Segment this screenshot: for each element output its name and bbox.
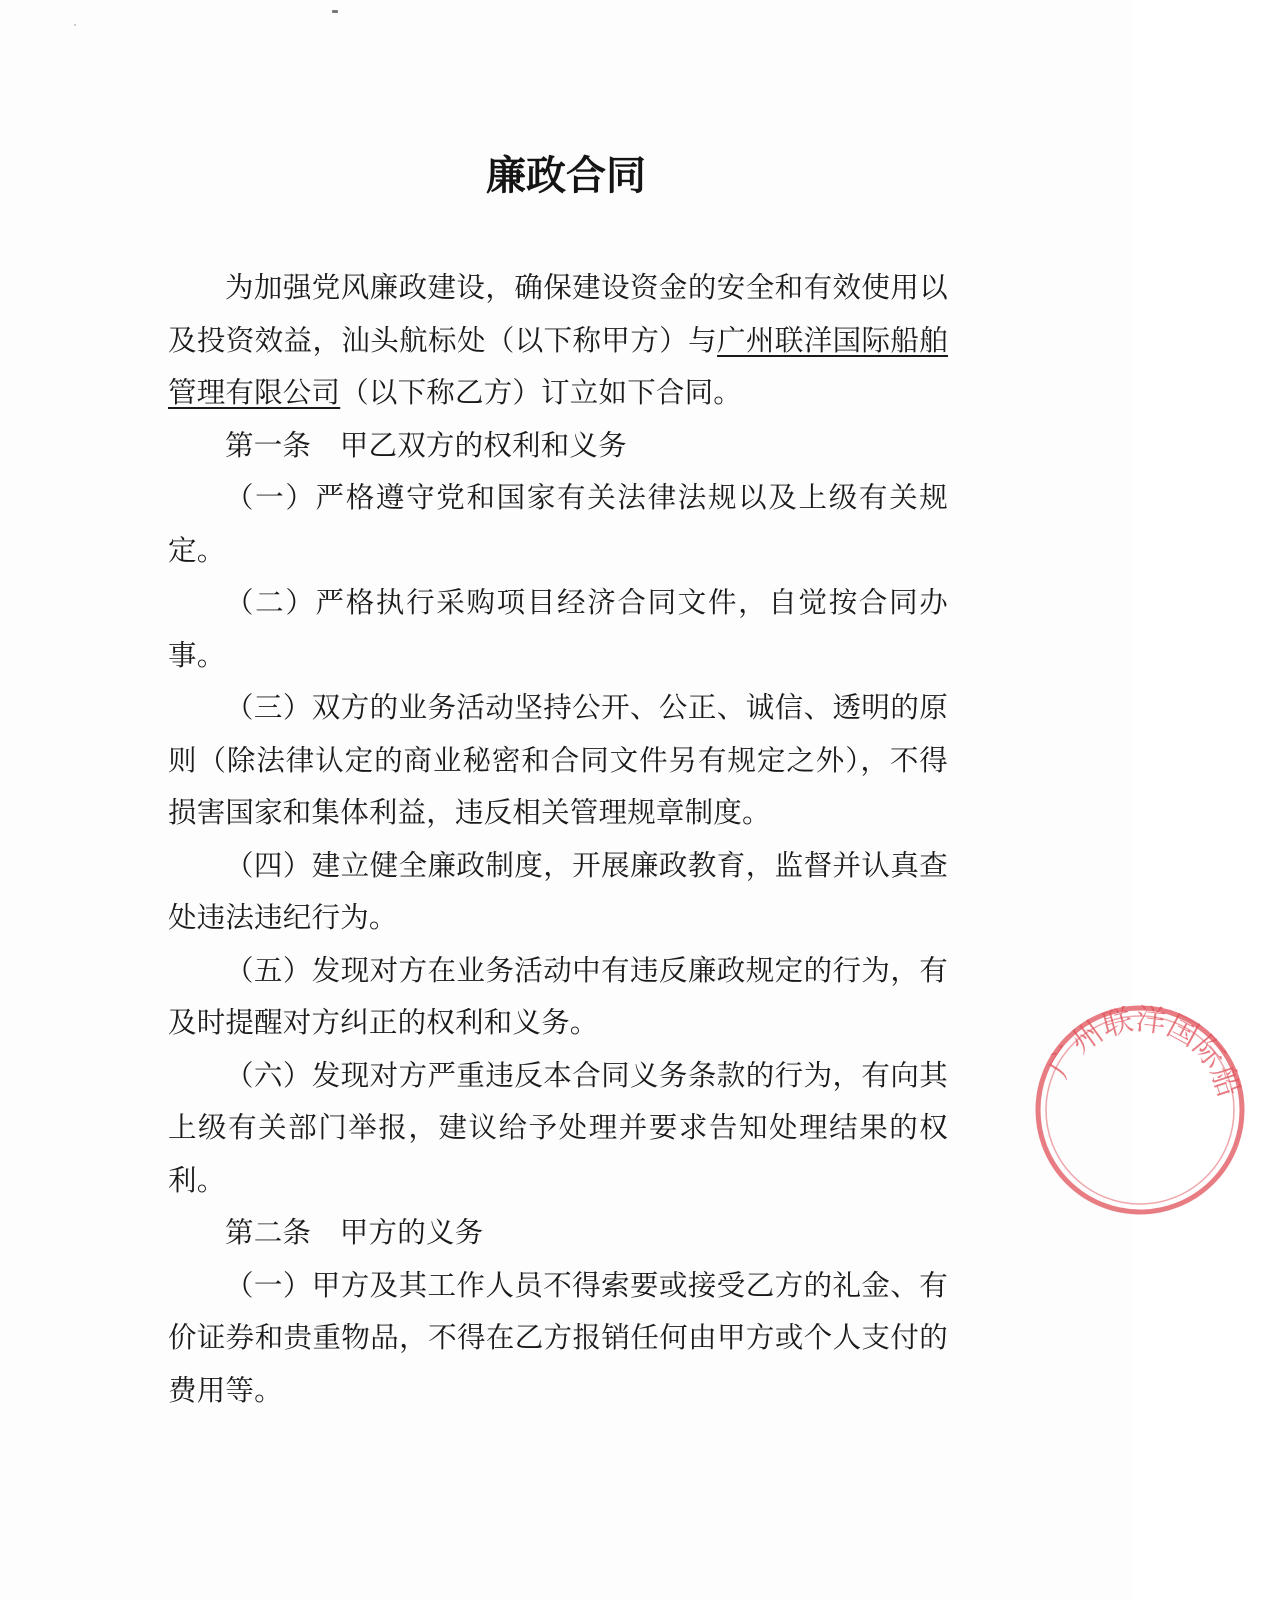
article-1-item-1: （一）严格遵守党和国家有关法律法规以及上级有关规定。	[168, 481, 948, 567]
svg-text:广州联洋国际船	[1042, 1002, 1247, 1101]
scan-speck	[332, 10, 338, 13]
document-body	[168, 262, 948, 1417]
article-1-item-5: （五）发现对方在业务活动中有违反廉政规定的行为，有及时提醒对方纠正的权利和义务。	[168, 953, 948, 1039]
article-2-heading: 第二条 甲方的义务	[225, 1216, 484, 1249]
article-1-item-2: （二）严格执行采购项目经济合同文件，自觉按合同办事。	[168, 586, 948, 672]
intro-text-before: 为加强党风廉政建设，确保建设资金的安全和有效使用以及投资效益，汕头航标处（以下称甲方）与	[168, 271, 948, 357]
party-b-name: 广州联洋国际船舶管理有限公司	[168, 323, 948, 409]
company-seal-stamp	[1020, 990, 1280, 1250]
article-2-item-1: （一）甲方及其工作人员不得索要或接受乙方的礼金、有价证券和贵重物品，不得在乙方报销任何由甲方或个人支付的费用等。	[168, 1268, 948, 1407]
article-1-item-3: （三）双方的业务活动坚持公开、公正、诚信、透明的原则（除法律认定的商业秘密和合同文件另有规定之外），不得损害国家和集体利益，违反相关管理规章制度。	[168, 691, 948, 829]
article-1-item-4: （四）建立健全廉政制度，开展廉政教育，监督并认真查处违法违纪行为。	[168, 848, 948, 934]
scan-speck	[74, 24, 76, 26]
intro-paragraph	[168, 262, 948, 420]
seal-text: 广州联洋国际船	[1041, 1001, 1247, 1102]
document-title: 廉政合同	[486, 153, 646, 199]
article-1-item-6: （六）发现对方严重违反本合同义务条款的行为，有向其上级有关部门举报，建议给予处理并要求告知处理结果的权利。	[168, 1058, 948, 1197]
article-1-heading: 第一条 甲乙双方的权利和义务	[225, 428, 627, 462]
intro-text-after: （以下称乙方）订立如下合同。	[340, 376, 743, 409]
